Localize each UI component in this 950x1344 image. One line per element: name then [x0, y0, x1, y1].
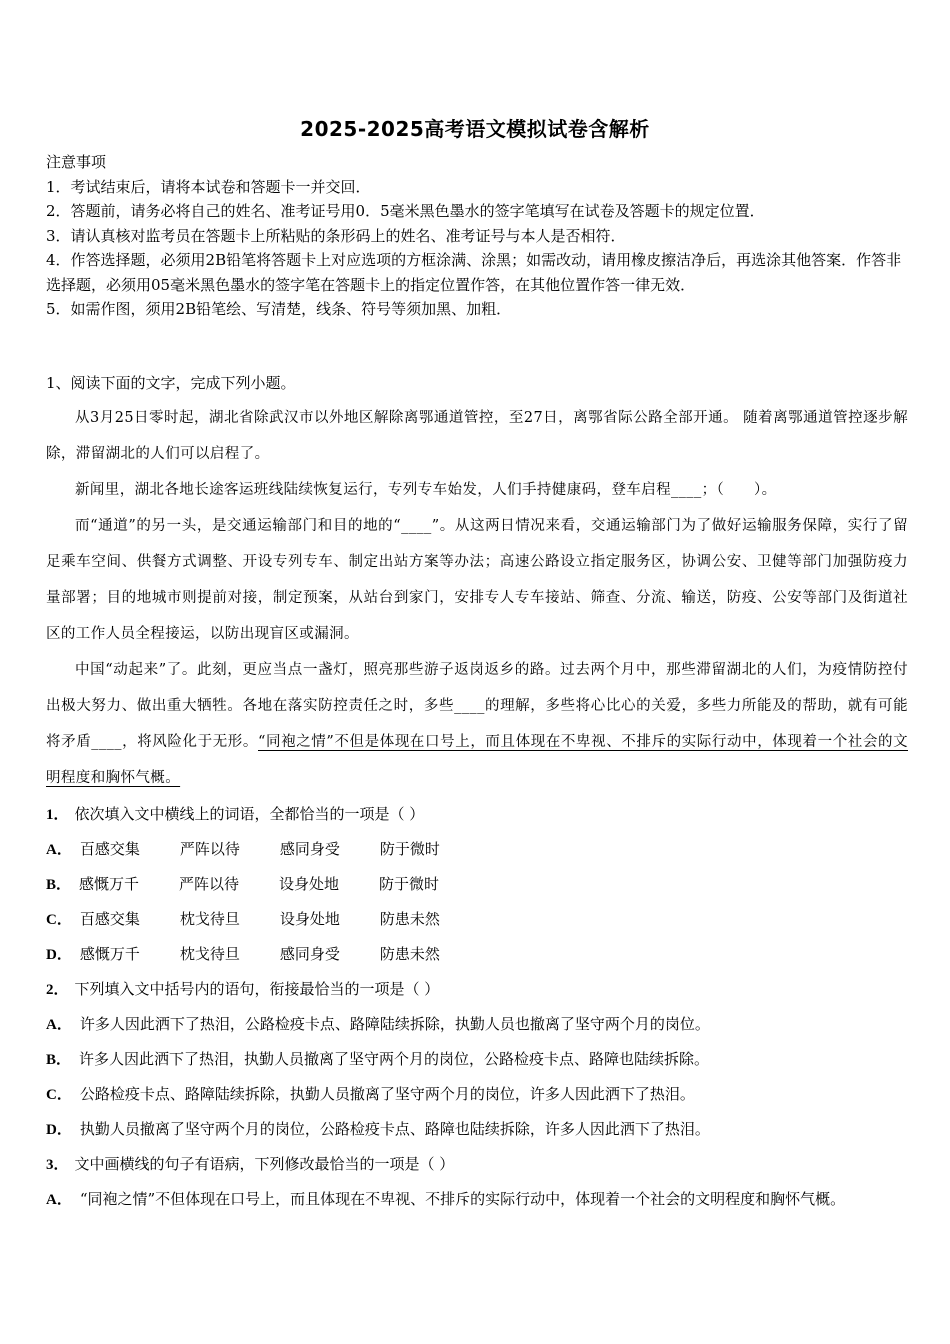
- option-label: A．: [46, 1017, 72, 1033]
- option-word: 百感交集: [79, 840, 140, 858]
- question-number: 2．: [46, 982, 69, 998]
- option-label: A．: [46, 842, 72, 858]
- option-text: 许多人因此洒下了热泪，执勤人员撤离了坚守两个月的岗位，公路检疫卡点、路障也陆续拆除。: [79, 1050, 710, 1068]
- option-word: 感同身受: [279, 945, 340, 963]
- option-word: 百感交集: [79, 910, 140, 928]
- passage-text: 中国“动起来”了。此刻，更应当点一盏灯，照亮那些游子返岗返乡的路。过去两个月中，那些滞留湖北的人们，为疫情防控付出极大努力、做出重大牺牲。各地在落实防控责任之时，多些____的理解，多些将心比心的关爱，多些力所能及的帮助，就有可能将矛盾____，将风险化于无形。: [46, 662, 908, 750]
- question-stem: [46, 1147, 908, 1182]
- notice-item: 5．如需作图，须用2B铅笔绘、写清楚，线条、符号等须加黑、加粗．: [46, 300, 512, 318]
- option-text: 执勤人员撤离了坚守两个月的岗位，公路检疫卡点、路障也陆续拆除，许多人因此洒下了热泪。: [79, 1120, 710, 1138]
- option-label: C．: [46, 1087, 72, 1103]
- option-word: 严阵以待: [179, 875, 240, 893]
- question-text: 依次填入文中横线上的词语，全都恰当的一项是（ ）: [74, 805, 425, 823]
- question-stem: [46, 972, 908, 1007]
- page-title: 2025-2025高考语文模拟试卷含解析: [300, 117, 650, 141]
- option-a[interactable]: [46, 832, 908, 867]
- option-word: 防患未然: [379, 945, 440, 963]
- question-stem: [46, 797, 908, 832]
- option-word: 枕戈待旦: [179, 945, 240, 963]
- option-word: 防于微时: [379, 840, 440, 858]
- option-word: 感慨万千: [79, 875, 140, 893]
- notice-item: 2．答题前，请务必将自己的姓名、准考证号用0．5毫米黑色墨水的签字笔填写在试卷及答题卡的规定位置．: [46, 202, 765, 220]
- question-1: [46, 797, 908, 1217]
- passage: [46, 400, 908, 796]
- reading-section: [46, 372, 908, 393]
- option-label: D．: [46, 947, 72, 963]
- option-b[interactable]: [46, 1042, 908, 1077]
- option-label: D．: [46, 1122, 72, 1138]
- option-word: 设身处地: [279, 875, 340, 893]
- option-c[interactable]: [46, 902, 908, 937]
- option-text: 许多人因此洒下了热泪，公路检疫卡点、路障陆续拆除，执勤人员也撤离了坚守两个月的岗位。: [79, 1015, 710, 1033]
- question-text: 文中画横线的句子有语病，下列修改最恰当的一项是（ ）: [74, 1155, 455, 1173]
- passage-paragraph: 新闻里，湖北各地长途客运班线陆续恢复运行，专列专车始发，人们手持健康码，登车启程____；（ ）。: [75, 482, 777, 498]
- option-d[interactable]: [46, 937, 908, 972]
- option-word: 严阵以待: [179, 840, 240, 858]
- passage-paragraph: 而“通道”的另一头，是交通运输部门和目的地的“____”。从这两日情况来看，交通运输部门为了做好运输服务保障，实行了留足乘车空间、供餐方式调整、开设专列专车、制定出站方案等办法；高速公路设立指定服务区，协调公安、卫健等部门加强防疫力量部署；目的地城市则提前对接，制定预案，从站台到家门，安排专人专车接站、筛查、分流、输送，防疫、公安等部门及街道社区的工作人员全程接运，以防出现盲区或漏洞。: [46, 518, 908, 642]
- option-c[interactable]: [46, 1077, 908, 1112]
- underlined-sentence: “同袍之情”不但是体现在口号上，而且体现在不卑视、不排斥的实际行动中，体现着一个社会的文明程度和胸怀气概。: [46, 734, 908, 786]
- passage-paragraph: 从3月25日零时起，湖北省除武汉市以外地区解除离鄂通道管控，至27日，离鄂省际公路全部开通。 随着离鄂通道管控逐步解除，滞留湖北的人们可以启程了。: [46, 410, 908, 462]
- notice-item: 3．请认真核对监考员在答题卡上所粘贴的条形码上的姓名、准考证号与本人是否相符．: [46, 226, 626, 245]
- option-label: B．: [46, 877, 72, 893]
- question-number: 1．: [46, 807, 69, 823]
- option-word: 防患未然: [379, 910, 440, 928]
- notice-section: [46, 150, 916, 322]
- question-number: 3．: [46, 1157, 69, 1173]
- option-label: A．: [46, 1192, 72, 1208]
- option-text: 公路检疫卡点、路障陆续拆除，执勤人员撤离了坚守两个月的岗位，许多人因此洒下了热泪。: [79, 1085, 695, 1103]
- option-label: B．: [46, 1052, 72, 1068]
- option-word: 防于微时: [379, 875, 440, 893]
- option-word: 枕戈待旦: [179, 910, 240, 928]
- passage-paragraph: [46, 652, 908, 796]
- notice-heading: 注意事项: [46, 153, 107, 171]
- option-a[interactable]: [46, 1182, 908, 1217]
- option-b[interactable]: [46, 867, 908, 902]
- option-d[interactable]: [46, 1112, 908, 1147]
- notice-item: 1．考试结束后，请将本试卷和答题卡一并交回．: [46, 177, 371, 196]
- option-label: C．: [46, 912, 72, 928]
- section-heading: 1、阅读下面的文字，完成下列小题。: [46, 374, 296, 392]
- notice-item: 4．作答选择题，必须用2B铅笔将答题卡上对应选项的方框涂满、涂黑；如需改动，请用橡皮擦洁净后，再选涂其他答案．作答非选择题，必须用05毫米黑色墨水的签字笔在答题卡上的指定位置作答，在其他位置作答一律无效．: [46, 251, 902, 294]
- question-text: 下列填入文中括号内的语句，衔接最恰当的一项是（ ）: [74, 980, 440, 998]
- option-word: 设身处地: [279, 910, 340, 928]
- option-word: 感同身受: [279, 840, 340, 858]
- option-text: “同袍之情”不但体现在口号上，而且体现在不卑视、不排斥的实际行动中，体现着一个社会的文明程度和胸怀气概。: [79, 1190, 846, 1208]
- option-word: 感慨万千: [79, 945, 140, 963]
- option-a[interactable]: [46, 1007, 908, 1042]
